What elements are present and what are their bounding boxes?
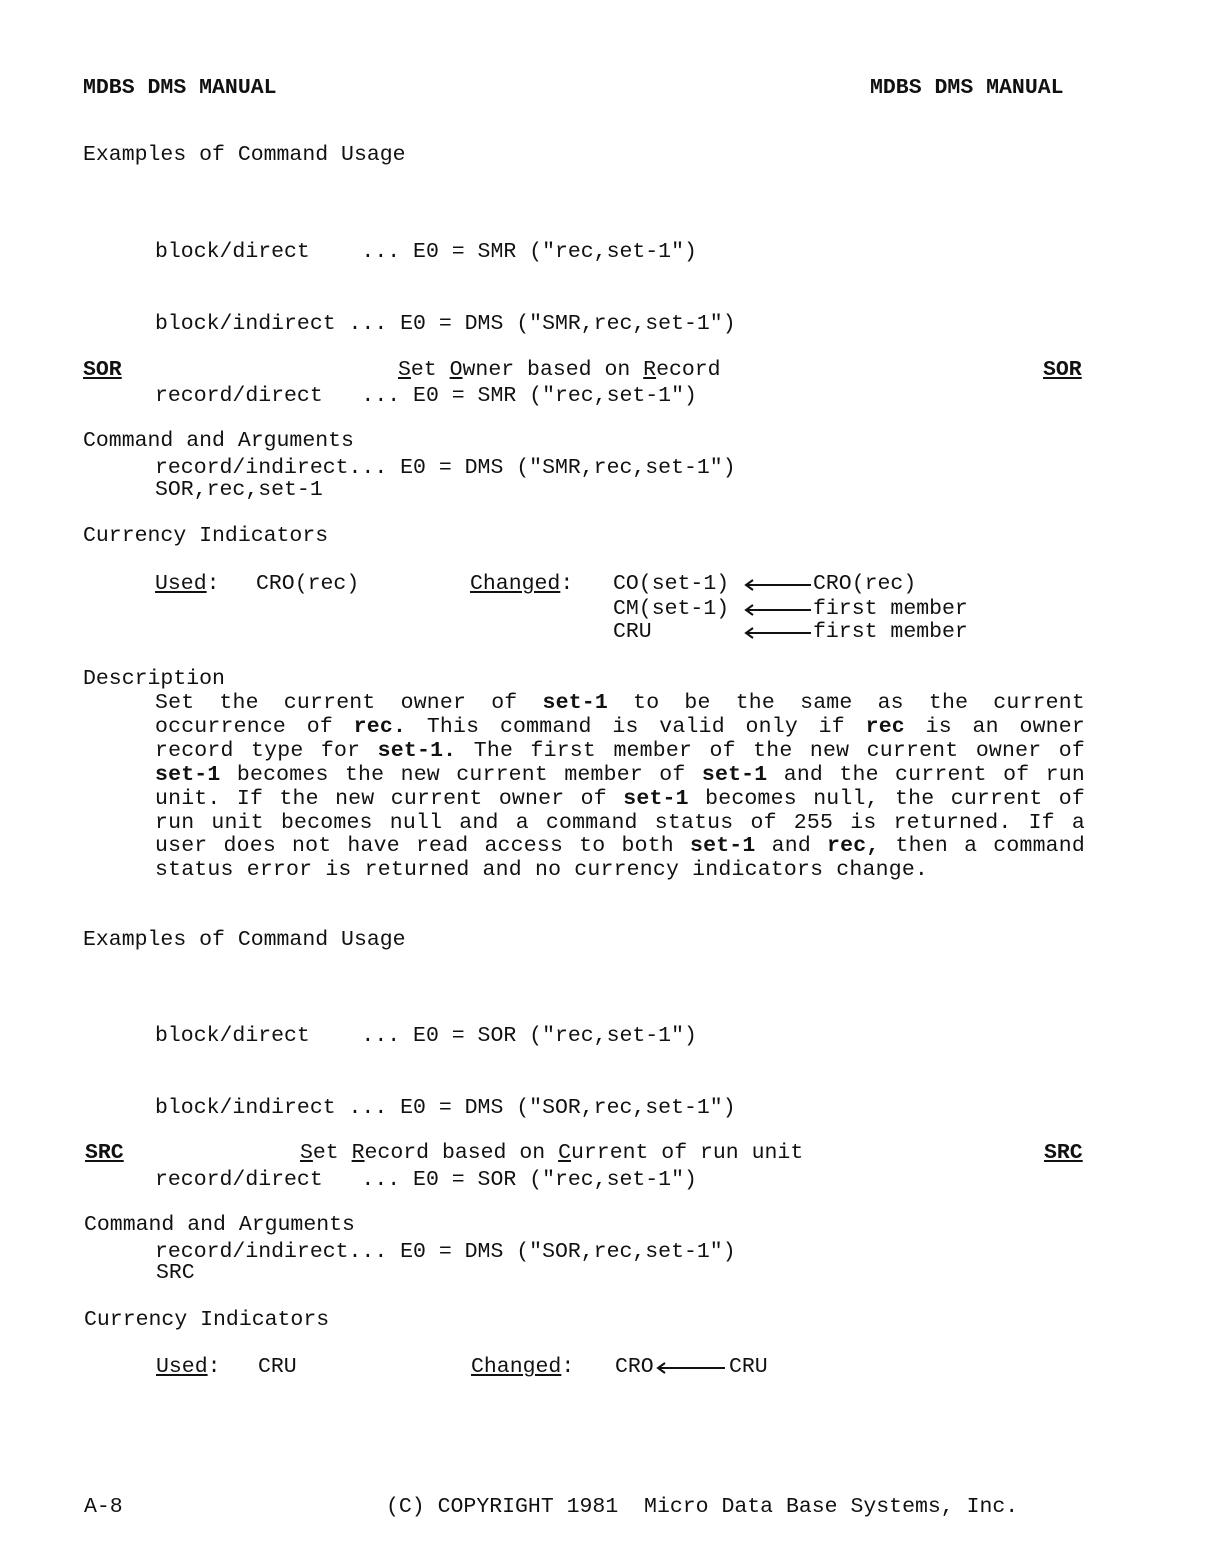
sor-cmd-heading: Command and Arguments bbox=[83, 429, 354, 453]
left-arrow-icon bbox=[743, 626, 813, 640]
left-arrow-icon bbox=[655, 1361, 727, 1375]
src-code-left: SRC bbox=[85, 1141, 124, 1165]
sor-changed-left-2: CRU bbox=[613, 620, 652, 644]
src-title: Set Record based on Current of run unit bbox=[300, 1141, 804, 1165]
sor-examples-heading: Examples of Command Usage bbox=[83, 928, 406, 952]
src-currency-heading: Currency Indicators bbox=[84, 1308, 330, 1332]
copyright: (C) COPYRIGHT 1981 Micro Data Base Systems, Inc. bbox=[386, 1495, 1019, 1519]
sor-code-left: SOR bbox=[83, 358, 122, 382]
src-changed-left-0: CRO bbox=[615, 1355, 654, 1379]
example-line: record/indirect... E0 = DMS ("SMR,rec,set-1") bbox=[155, 456, 736, 480]
smr-examples-block bbox=[155, 192, 736, 504]
page-number: A-8 bbox=[84, 1495, 123, 1519]
sor-changed-right-1: first member bbox=[813, 597, 968, 621]
left-arrow-icon bbox=[743, 603, 813, 617]
src-used-label: Used: bbox=[156, 1355, 221, 1379]
example-line: block/indirect ... E0 = DMS ("SOR,rec,set-1") bbox=[155, 1096, 736, 1120]
example-line: record/direct ... E0 = SMR ("rec,set-1") bbox=[155, 384, 697, 408]
example-line: record/indirect... E0 = DMS ("SOR,rec,set-1") bbox=[155, 1240, 736, 1264]
sor-currency-heading: Currency Indicators bbox=[83, 524, 329, 548]
sor-code-right: SOR bbox=[1043, 358, 1082, 382]
example-line: record/direct ... E0 = SOR ("rec,set-1") bbox=[155, 1168, 697, 1192]
src-changed-right-0: CRU bbox=[729, 1355, 768, 1379]
header-left: MDBS DMS MANUAL bbox=[83, 76, 277, 100]
sor-description: Set the current owner of set-1 to be the same as the current occurrence of rec. This command is valid only if rec is an owner record type for set-1. The first member of the new current owner of set-1 becomes the new current member of set-1 and the current of run unit. If the new current owner of set-1 becomes null, the current of run unit becomes null and a command status of 255 is returned. If a user does not have read access to both set-1 and rec, then a command status error is returned and no currency indicators change. bbox=[155, 691, 1085, 883]
left-arrow-icon bbox=[743, 578, 813, 592]
sor-changed-label: Changed: bbox=[470, 572, 574, 596]
sor-used-label: Used: bbox=[155, 572, 220, 596]
src-code-right: SRC bbox=[1044, 1141, 1083, 1165]
sor-cmd: SOR,rec,set-1 bbox=[155, 478, 323, 502]
sor-changed-left-1: CM(set-1) bbox=[613, 597, 730, 621]
sor-examples-block bbox=[155, 976, 736, 1288]
example-line: block/direct ... E0 = SOR ("rec,set-1") bbox=[155, 1024, 697, 1048]
sor-changed-right-2: first member bbox=[813, 620, 968, 644]
header-right: MDBS DMS MANUAL bbox=[870, 76, 1064, 100]
sor-title: Set Owner based on Record bbox=[398, 358, 721, 382]
example-line: block/indirect ... E0 = DMS ("SMR,rec,set-1") bbox=[155, 312, 736, 336]
src-cmd: SRC bbox=[156, 1261, 195, 1285]
src-cmd-heading: Command and Arguments bbox=[84, 1213, 355, 1237]
sor-used-value: CRO(rec) bbox=[256, 572, 360, 596]
sor-changed-right-0: CRO(rec) bbox=[813, 572, 917, 596]
sor-description-heading: Description bbox=[83, 667, 225, 691]
example-line: block/direct ... E0 = SMR ("rec,set-1") bbox=[155, 240, 697, 264]
src-changed-label: Changed: bbox=[471, 1355, 575, 1379]
smr-examples-heading: Examples of Command Usage bbox=[83, 143, 406, 167]
sor-changed-left-0: CO(set-1) bbox=[613, 572, 730, 596]
src-used-value: CRU bbox=[258, 1355, 297, 1379]
